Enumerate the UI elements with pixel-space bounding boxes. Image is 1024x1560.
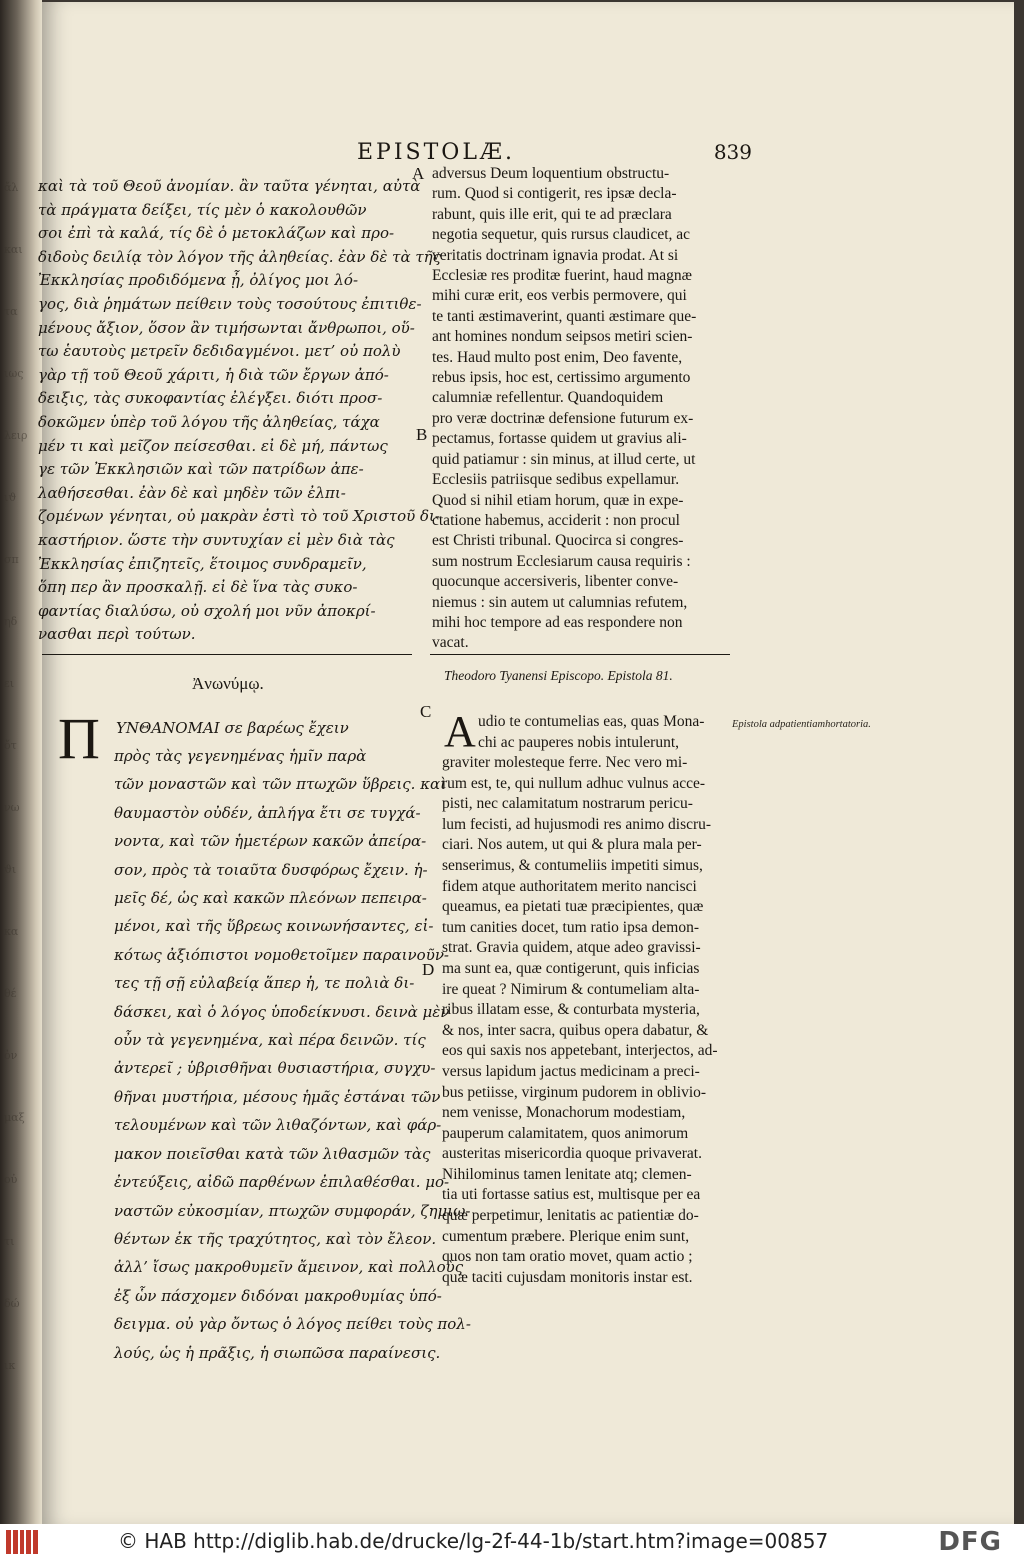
latin-text-line: ire queat ? Nimirum & contumeliam alta- [442,980,700,998]
latin-text-line: senserimus, & contumeliis impetiti simus, [442,856,703,874]
latin-text-line: vacat. [432,634,469,652]
greek-dropcap: Π [58,706,100,771]
latin-text-line: graviter molesteque ferre. Nec vero mi- [442,754,688,771]
latin-text-line: mihi curæ erit, eos verbis permovere, qui [432,287,687,305]
latin-text-line: quæ perpetimur, lenitatis ac patientiæ do- [442,1207,699,1225]
greek-text-line: μένους ἄξιον, ὅσον ἂν τιμήσωνται ἄνθρωποι, οὕ- [38,318,415,337]
latin-text-line: quocunque accersiveris, libenter conve- [432,573,679,591]
latin-text-line: tes. Haud multo post enim, Deo favente, [432,348,683,366]
spine-text-fragment: ικ [4,1359,16,1372]
latin-text-line: Ecclesiis patriisque sedibus expellamur. [432,471,680,489]
greek-text-line: γος, διὰ ῥημάτων πείθειν τοὺς τοσούτους ἐπιτιθε- [38,294,422,313]
greek-text-line: ὅπη περ ἂν προσκαλῇ. εἰ δὲ ἵνα τὰς συκο- [38,578,358,597]
latin-text-line: & nos, inter sacra, quibus opera dabatur, & [442,1021,709,1039]
latin-column-letter-81 [442,753,734,1288]
latin-text-line: lum fecisti, ad hujusmodi res animo discru- [442,815,712,833]
latin-text-line: ribus illatam esse, & conturbata mysteria, [442,1001,700,1019]
latin-text-line: Nihilominus tamen lenitate atq; clemen- [442,1165,692,1183]
latin-text-line: eos qui saxis nos appetebant, interjectos, ad- [442,1042,718,1060]
latin-text-line: quid patiamur : sin minus, at illud certe, ut [432,450,696,468]
spine-text-fragment: οὐ [4,1173,18,1186]
greek-text-line: διδοὺς δειλίᾳ τὸν λόγον τῆς ἀληθείας. ἐὰν δὲ τὰ τῆς [38,247,442,266]
greek-text-line: τὰ πράγματα δείξει, τίς μὲν ὁ κακολουθῶν [38,200,367,219]
greek-text-line: φαντίας διαλύσω, οὐ σχολή μοι νῦν ἀποκρί- [38,601,376,620]
latin-text-line: veritatis doctrinam ignavia prodat. At si [432,246,679,264]
latin-text-line: sum nostrum Ecclesiarum causa requiris : [432,552,691,570]
latin-text-line: te tanti æstimaverint, quanti æstimare que- [432,307,697,325]
footer-url: © HAB http://diglib.hab.de/drucke/lg-2f-44-1b/start.htm?image=00857 [118,1529,829,1553]
greek-text-line: θῆναι μυστήρια, μέσους ἡμᾶς ἑστάναι τῶν [114,1087,441,1106]
spine-text-fragment: ιϑ [4,491,17,504]
latin-text-line: rum est, te, qui nullum adhuc vulnus acce- [442,774,706,792]
greek-text-line: πρὸς τὰς γεγενημένας ἡμῖν παρὰ [114,747,367,765]
latin-text-line: Ecclesiæ res proditæ fuerint, haud magnæ [432,267,692,285]
spine-text-fragment: ὄτ [4,739,17,752]
greek-text-line: Ἐκκλησίας προδιδόμενα ᾖ, ὀλίγος μοι λό- [38,271,359,290]
latin-letter-heading: Theodoro Tyanensi Episcopo. Epistola 81. [444,668,673,683]
latin-dropcap: A [444,707,476,756]
latin-text-line: udio te contumelias eas, quas Mona- [478,713,705,730]
section-marker-c: C [420,702,432,721]
footer-bar [0,1524,1024,1560]
latin-text-line: cumentum præbere. Plerique enim sunt, [442,1227,690,1245]
greek-column-letter-81 [114,742,471,1367]
latin-text-line: rebus ipsis, hoc est, certissimo argumento [432,369,691,387]
spine-text-fragment: σπ [4,553,19,566]
greek-text-line: δειγμα. οὐ γὰρ ὄντως ὁ λόγος πείθει τοὺς πολ- [114,1315,471,1334]
latin-text-line: est Christi tribunal. Quocirca si congres- [432,532,684,550]
margin-note-line: Epistola ad [732,719,781,730]
dfg-logo: DFG [938,1527,1002,1557]
latin-text-line: chi ac pauperes nobis intulerunt, [478,733,680,751]
latin-text-line: strat. Gravia quidem, atque adeo gravissi- [442,939,701,957]
greek-text-line: μεῖς δέ, ὡς καὶ κακῶν πλεόνων πεπειρα- [114,889,427,908]
latin-text-line: Quod si nihil etiam horum, quæ in expe- [432,491,684,509]
greek-text-line: τῶν μοναστῶν καὶ τῶν πτωχῶν ὕβρεις. καὶ [114,775,447,794]
latin-text-line: niemus : sin autem ut calumnias refutem, [432,593,688,611]
latin-text-line: nem venisse, Monachorum modestiam, [442,1104,686,1122]
spine-text-fragment: ιως [4,367,24,380]
greek-text-line: καὶ τὰ τοῦ Θεοῦ ἀνομίαν. ἂν ταῦτα γένηται, αὐτὰ [38,177,421,195]
greek-text-line: καστήριον. ὥστε τὴν συντυχίαν εἰ μὲν διὰ τὰς [38,530,395,549]
latin-text-line: austeritas misericordia quoque privaverat. [442,1145,702,1163]
greek-text-line: νοντα, καὶ τῶν ἡμετέρων κακῶν ἀπείρα- [114,832,427,851]
latin-text-line: ctatione habemus, acciderit : non procul [432,511,680,529]
latin-text-line: ciari. Nos autem, ut qui & plura mala per- [442,836,702,854]
greek-first-line: ΥΝΘΑΝΟΜΑΙ σε βαρέως ἔχειν [116,719,349,737]
margin-note-line: patientiam [780,719,826,730]
latin-text-line: fidem atque authoritatem merito nancisci [442,877,697,895]
latin-text-line: ant homines nondum seipsos metiri scien- [432,328,693,346]
greek-text-line: οὖν τὰ γεγενημένα, καὶ πέρα δεινῶν. τίς [114,1031,426,1050]
greek-text-line: ἀντερεῖ ; ὑβρισθῆναι θυσιαστήρια, συγχυ- [114,1059,436,1078]
latin-text-line: versus lapidum jactus medicinam a preci- [442,1062,700,1080]
greek-text-line: ναστῶν εὐκοσμίαν, πτωχῶν συμφοράν, ζημιω- [114,1201,471,1220]
spine-text-fragment: μαξ [4,1111,25,1124]
latin-text-line: pisti, nec calamitatum nostrarum pericu- [442,795,693,813]
spine-text-fragment: κα [4,925,19,938]
spine-text-fragment: θέ [4,987,17,1000]
running-title: EPISTOLÆ. [357,140,515,165]
spine-text-fragment: και [4,243,23,256]
book-page [38,2,1014,1524]
spine-text-fragment: λειρ [4,429,28,442]
latin-text-line: ma sunt ea, quæ contigerunt, quis inficias [442,959,700,977]
greek-text-line: θέντων ἐκ τῆς τραχύτητος, καὶ τὸν ἔλεον. [114,1229,437,1248]
section-marker-a: A [412,164,425,183]
greek-text-line: μένοι, καὶ τῆς ὕβρεως κοινωνήσαντες, εἰ- [114,917,434,936]
greek-text-line: ἐξ ὧν πάσχομεν διδόναι μακροθυμίας ὑπό- [114,1286,442,1305]
greek-text-line: κότως ἀξιόπιστοι νομοθετοῖμεν παραινοῦν- [114,945,450,964]
greek-text-line: γε τῶν Ἐκκλησιῶν καὶ τῶν πατρίδων ἀπε- [38,460,364,479]
greek-column-top [38,175,442,647]
spine-text-fragment: ει [4,677,15,690]
spine-text-fragment: ϑι [4,863,17,876]
section-marker-b: B [416,425,428,444]
greek-text-line: τες τῇ σῇ εὐλαβείᾳ ἅπερ ἡ, τε πολιὰ δι- [114,974,415,993]
rule-latin [430,654,730,655]
greek-text-line: τω ἑαυτοὺς μετρεῖν δεδιδαγμένοι. μετ’ οὐ πολὺ [38,342,401,361]
spine-text-fragment: ηδ [4,615,18,628]
latin-text-line: adversus Deum loquentium obstructu- [432,165,670,182]
latin-text-line: pauperum calamitatem, quos animorum [442,1124,689,1142]
greek-text-line: λούς, ὡς ἡ πρᾶξις, ἡ σιωπῶσα παραίνεσις. [114,1343,441,1362]
latin-column-top [432,164,724,654]
latin-text-line: tia uti fortasse satius est, multisque per ea [442,1186,701,1204]
greek-text-line: ἐντεύξεις, αἰδῶ παρθένων ἐπιλαθέσθαι. μο- [114,1173,450,1192]
spine-text-fragment: ὀν [4,1049,18,1062]
greek-text-line: γὰρ τῇ τοῦ Θεοῦ χάριτι, ἡ διὰ τῶν ἔργων ἀπό- [38,365,389,384]
greek-text-line: νασθαι περὶ τούτων. [38,625,196,644]
spine-text-fragment: τα [4,305,18,318]
hab-logo-icon [6,1530,38,1554]
greek-letter-heading: Ἀνωνύμῳ. [192,674,264,693]
greek-text-line: σον, πρὸς τὰ τοιαῦτα δυσφόρως ἔχειν. ἡ- [114,860,428,879]
latin-text-line: calumniæ refellentur. Quandoquidem [432,389,664,407]
greek-text-line: δοκῶμεν ὑπὲρ τοῦ λόγου τῆς ἀληθείας, τάχα [38,412,380,431]
margin-note [732,718,871,731]
greek-text-line: Ἐκκλησίας ἐπιζητεῖς, ἕτοιμος συνδραμεῖν, [38,554,367,573]
greek-text-line: λαθήσεσθαι. ἐὰν δὲ καὶ μηδὲν τῶν ἐλπι- [38,483,346,502]
rule-greek [42,654,412,655]
greek-text-line: ζομένων γένηται, οὐ μακρὰν ἐστὶ τὸ τοῦ Χριστοῦ δι- [38,507,440,526]
greek-text-line: μέν τι καὶ μεῖζον πείσεσθαι. εἰ δὲ μή, πάντως [38,436,388,455]
greek-text-line: σοι ἐπὶ τὰ καλά, τίς δὲ ὁ μετοκλάζων καὶ προ- [38,224,395,243]
latin-text-line: quæ taciti cujusdam monitoris instar est. [442,1268,693,1286]
margin-note-line: hortatoria. [825,719,871,730]
latin-text-line: mihi hoc tempore ad eas respondere non [432,613,683,631]
greek-text-line: θαυμαστὸν οὐδέν, ἀπλήγα ἔτι σε τυγχά- [114,803,421,822]
spine-text-fragment: ἄλ [4,181,19,194]
greek-text-line: δάσκει, καὶ ὁ λόγος ὑποδείκνυσι. δεινὰ μὲν [114,1002,450,1021]
greek-text-line: τελουμένων καὶ τῶν λιθαζόντων, καὶ φάρ- [114,1116,442,1135]
latin-text-line: pectamus, fortasse quidem ut gravius ali- [432,430,687,448]
spine-text-fragment: νω [4,801,20,814]
greek-first-line-wrap [116,714,416,742]
page-number: 839 [713,140,752,164]
latin-text-line: rum. Quod si contigerit, res ipsæ decla- [432,185,677,203]
section-marker-d: D [422,960,435,979]
latin-first-lines [478,712,728,753]
latin-text-line: quos non tam oratio movet, quam actio ; [442,1248,693,1266]
latin-text-line: queamus, ea pietati tuæ præcipientes, quæ [442,898,704,916]
latin-text-line: tum canities docet, tum ratio ipsa demon- [442,918,699,936]
greek-text-line: ἀλλ’ ἴσως μακροθυμεῖν ἄμεινον, καὶ πολλοὺς [114,1258,464,1277]
spine-text-fragment: δώ [4,1297,20,1310]
greek-text-line: δειξις, τὰς συκοφαντίας ἐλέγξει. διότι προσ- [38,389,383,408]
latin-text-line: rabunt, quis ille erit, qui te ad præclara [432,205,672,223]
latin-text-line: pro veræ doctrinæ defensione futurum ex- [432,409,694,427]
book-spine [0,0,42,1524]
spine-text-fragment: τι [4,1235,15,1248]
latin-text-line: negotia sequetur, quis rursus claudicet, ac [432,226,691,244]
greek-text-line: μακον ποιεῖσθαι κατὰ τῶν λιθασμῶν τὰς [114,1144,431,1163]
latin-text-line: bus petiisse, virginum pudorem in oblivio- [442,1083,707,1101]
